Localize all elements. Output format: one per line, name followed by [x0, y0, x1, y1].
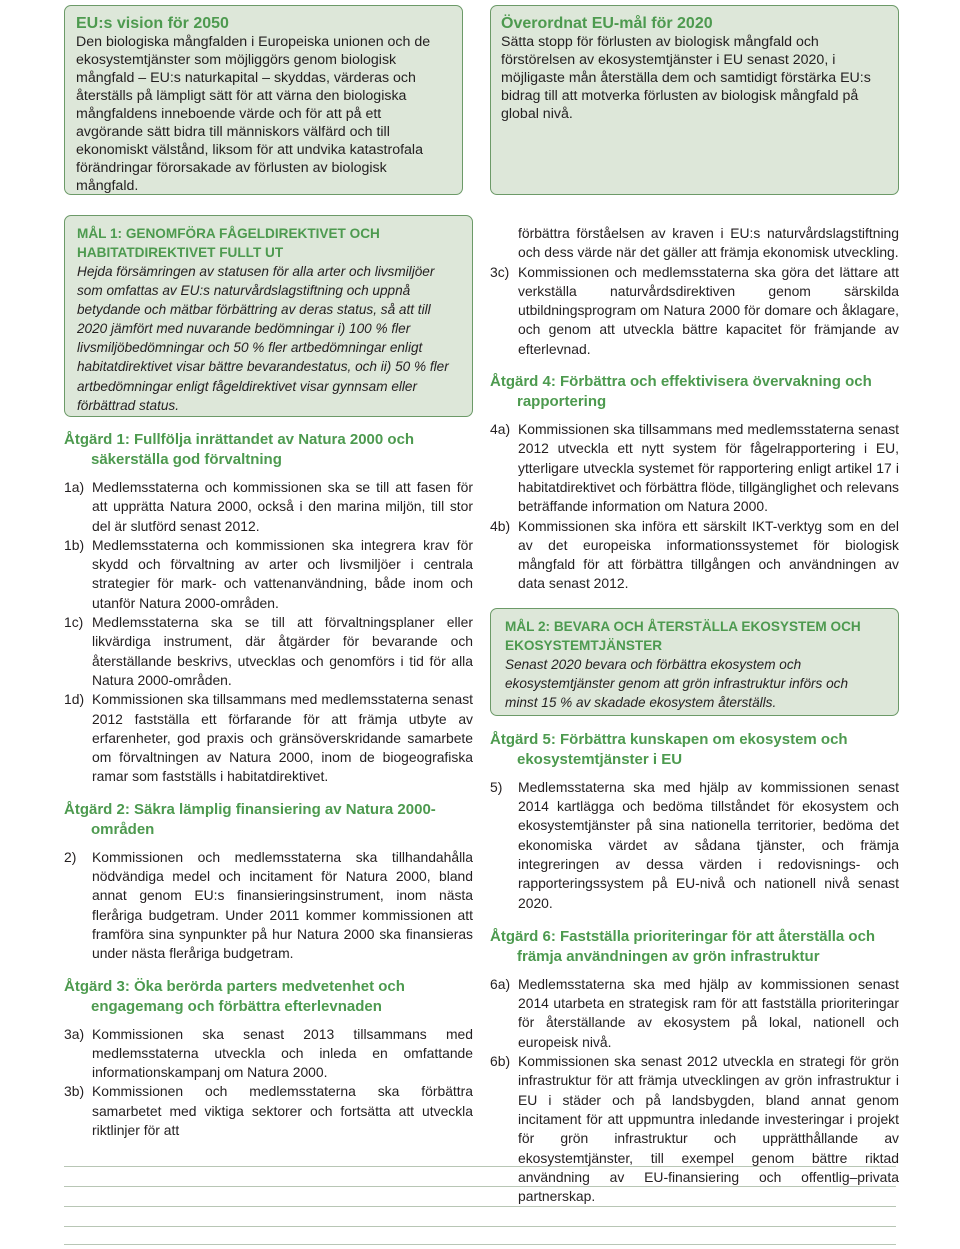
action-item-4a	[490, 420, 899, 516]
item-text: Kommissionen ska senast 2012 utveckla en strategi för grön infrastruktur för att främja utvecklingen av grön infrastruktur i EU i städer och på landsbygden, bland annat genom incitament för att uppmuntra inledande investeringar i projekt för grön infrastruktur och upprätthållande av ekosystemtjänster, till exempel genom bättre riktad användning av EU-finansiering och offentlig–privata partnerskap.	[518, 1053, 899, 1205]
item-text: Kommissionen och medlemsstaterna ska förbättra samarbetet med viktiga sektorer och fortsätta att utveckla riktlinjer för att	[92, 1083, 473, 1139]
vision-title: EU:s vision för 2050	[76, 15, 229, 32]
item-label: 4b)	[490, 517, 511, 534]
action6-list	[490, 975, 899, 1207]
goal2-text: Senast 2020 bevara och förbättra ekosystem och ekosystemtjänster genom att grön infrastruktur införs och minst 15 % av skadade ekosystem återställs.	[505, 656, 849, 710]
item-label: 3c)	[490, 263, 510, 280]
action6-heading: Åtgärd 6: Fastställa prioriteringar för att återställa och främja användningen av grön infrastruktur	[490, 927, 876, 965]
action2-list	[64, 848, 473, 964]
item-label: 1c)	[64, 614, 84, 631]
item-label: 5)	[490, 778, 503, 795]
action-item-1d	[64, 690, 473, 786]
action-item-3b-continued	[490, 224, 899, 263]
action1-heading: Åtgärd 1: Fullfölja inrättandet av Natura 2000 och säkerställa god förvaltning	[64, 431, 415, 468]
item-label: 4a)	[490, 421, 511, 438]
action-item-2	[64, 848, 473, 964]
item-label: 1a)	[64, 479, 85, 495]
action-item-5	[490, 778, 899, 913]
item-label: 1d)	[64, 691, 85, 708]
item-label: 1b)	[64, 536, 85, 553]
item-label: 3b)	[64, 1083, 85, 1100]
item-label: 3a)	[64, 1025, 85, 1042]
item-text: Kommissionen ska tillsammans med medlemsstaterna senast 2012 utveckla ett nytt system för fågelrapportering i EU, ytterligare utveckla systemet för rapportering enligt artikel 17 i habitatdirektivet och förbättra flöde, tillgänglighet och relevans beträffande information om Natura 2000.	[518, 421, 899, 515]
headline-target-title: Överordnat EU-mål för 2020	[501, 15, 713, 32]
item-text: Medlemsstaterna och kommissionen ska integrera krav för skydd och förvaltning av arter och livsmiljöer i centrala strategier för mark- och vattenanvändning, både inom och utanför Natura 2000-områden.	[92, 536, 473, 611]
footer-rule	[64, 1244, 896, 1245]
action-item-3b	[64, 1082, 473, 1140]
action1-list	[64, 478, 473, 787]
headline-target-box	[490, 5, 899, 195]
goal1-text: Hejda försämringen av statusen för alla arter och livsmiljöer som omfattas av EU:s naturvårdslagstiftning och uppnå betydande och mätbar förbättring av deras status, så att till 2020 jämfört med nuvarande bedömningar i) 100 % fler livsmiljöbedömningar och 50 % fler artbedömningar enligt habitatdirektivet visar bättre bevarandestatus, och ii) 50 % fler artbedömningar enligt fågeldirektivet visar gynnsam eller förbättrad status.	[77, 264, 449, 413]
item-text: Kommissionen ska tillsammans med medlemsstaterna senast 2012 fastställa ett förfarande för att främja utbyte av erfarenheter, god praxis och gränsöverskridande samarbete om förvaltningen av Natura 2000, inom de biogeografiska ramar som fastställs i habitatdirektivet.	[92, 691, 473, 785]
action3-heading: Åtgärd 3: Öka berörda parters medvetenhet och engagemang och förbättra efterlevnaden	[64, 977, 405, 1015]
item-text: Kommissionen och medlemsstaterna ska tillhandahålla nödvändiga medel och incitament för Natura 2000, bland annat genom EU:s finansieringsinstrument, inom nästa fleråriga budgetram. Under 2011 kommer kommissionen att framföra sina synpunkter på hur Natura 2000 ska finansieras under nästa fleråriga budgetram.	[92, 848, 473, 962]
action4-heading: Åtgärd 4: Förbättra och effektivisera övervakning och rapportering	[490, 373, 872, 411]
item-text: Medlemsstaterna ska med hjälp av kommissionen senast 2014 kartlägga och bedöma tillståndet för ekosystem och ekosystemtjänster på sina nationella territorier, bedöma det ekonomiska värdet av sådana tjänster, och främja integreringen av dessa värden i redovisnings- och rapporteringssystem på EU-nivå och nationell nivå senast 2020.	[518, 778, 899, 911]
goal1-title: MÅL 1: GENOMFÖRA FÅGELDIREKTIVET OCH HABITATDIREKTIVET FULLT UT	[77, 226, 380, 260]
goal2-title: MÅL 2: BEVARA OCH ÅTERSTÄLLA EKOSYSTEM OCH EKOSYSTEMTJÄNSTER	[505, 618, 861, 653]
item-text: Medlemsstaterna och kommissionen ska se till att fasen för att upprätta Natura 2000, också i den marina miljön, till stor del är slutförd senast 2012.	[92, 479, 473, 534]
footer-rule	[64, 1226, 896, 1227]
footer-rule	[64, 1166, 896, 1167]
item-text: Medlemsstaterna ska med hjälp av kommissionen senast 2014 utarbeta en strategisk ram för att fastställa prioriteringar för återställande av ekosystem på lokal, nationell och europeisk nivå.	[518, 975, 899, 1050]
goal2-box	[490, 608, 899, 716]
footer-rule	[64, 1206, 896, 1207]
action-item-3a	[64, 1025, 473, 1083]
item-text: Kommissionen ska införa ett särskilt IKT-verktyg som en del av det europeiska informationssystemet för biologisk mångfald för att förbättra tillgången och användningen av data senast 2012.	[518, 517, 899, 592]
item-label: 2)	[64, 848, 77, 865]
item-text: Medlemsstaterna ska se till att förvaltningsplaner eller likvärdiga instrument, där åtgärder för bevarande och återställande beskrivs, utvecklas och genomförs i tid för alla Natura 2000-områden.	[92, 614, 473, 688]
vision-text: Den biologiska mångfalden i Europeiska unionen och de ekosystemtjänster som möjliggörs genom biologisk mångfald – EU:s naturkapital – skyddas, värderas och återställs på lämpligt sätt för att värna den biologiska mångfaldens inneboende värde och för att på ett avgörande sätt bidra till människors välfärd och till ekonomiskt välstånd, liksom för att undvika katastrofala förändringar förorsakade av förlusten av biologisk mångfald.	[76, 34, 431, 194]
action-item-1b	[64, 536, 473, 613]
vision-box	[64, 5, 463, 195]
item-label: 6a)	[490, 975, 511, 992]
action2-heading: Åtgärd 2: Säkra lämplig finansiering av Natura 2000-områden	[64, 800, 436, 838]
action-item-3c	[490, 263, 899, 359]
left-column	[64, 215, 473, 1140]
right-column	[490, 224, 899, 1206]
item-text: Kommissionen och medlemsstaterna ska göra det lättare att verkställa naturvårdsdirektiven genom särskilda utbildningsprogram om Natura 2000 för domare och åklagare, och genom att utveckla bättre kapacitet för främjande av efterlevnad.	[518, 263, 899, 357]
headline-target-text: Sätta stopp för förlusten av biologisk mångfald och förstörelsen av ekosystemtjänster i EU senast 2020, i möjligaste mån återställa dem och samtidigt förstärka EU:s bidrag till att motverka förlusten av biologisk mångfald på global nivå.	[501, 34, 871, 122]
item-text: Kommissionen ska senast 2013 tillsammans med medlemsstaterna utveckla och inleda en omfattande informationskampanj om Natura 2000.	[92, 1025, 473, 1081]
action4-list	[490, 420, 899, 594]
action-item-4b	[490, 517, 899, 594]
item-text: förbättra förståelsen av kraven i EU:s naturvårdslagstiftning och dess värde när det gäller att främja ekonomisk utveckling.	[518, 225, 899, 261]
item-label: 6b)	[490, 1053, 511, 1070]
action-item-1c	[64, 613, 473, 690]
action5-list	[490, 778, 899, 913]
action3-list	[64, 1025, 473, 1141]
action-item-6b	[490, 1052, 899, 1206]
action5-heading: Åtgärd 5: Förbättra kunskapen om ekosystem och ekosystemtjänster i EU	[490, 730, 848, 768]
goal1-box	[64, 215, 473, 417]
action-item-6a	[490, 975, 899, 1052]
footer-rule	[64, 1186, 896, 1187]
action3-continued-list	[490, 224, 899, 359]
action-item-1a	[64, 478, 473, 536]
